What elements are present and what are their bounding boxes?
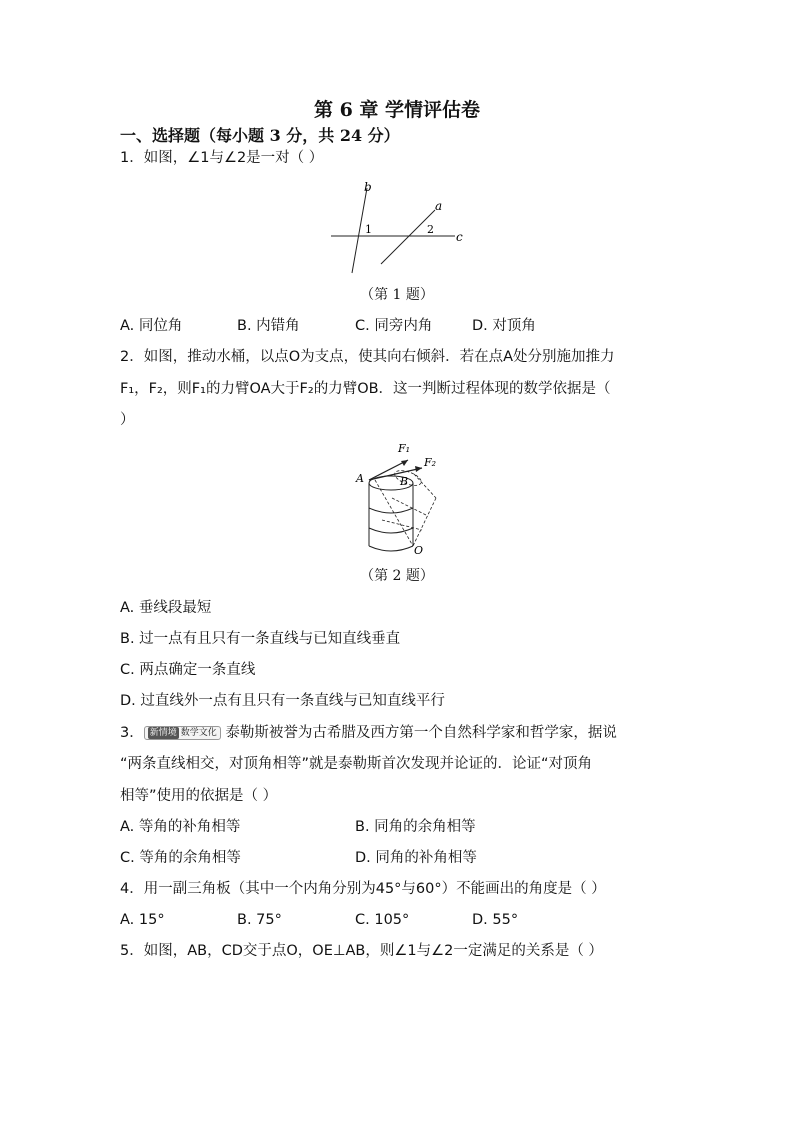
q3-option-b: B. 同角的余角相等 [355,819,476,835]
question-3-text-1: 泰勒斯被誉为古希腊及西方第一个自然科学家和哲学家，据说 [225,725,617,741]
q2-option-a: A. 垂线段最短 [120,600,212,616]
label-F2: F₂ [424,456,437,469]
q3-option-a: A. 等角的补角相等 [120,819,241,835]
line-a [381,210,435,264]
q4-option-b: B. 75° [237,912,282,928]
q3-option-d: D. 同角的补角相等 [355,850,477,866]
label-b: b [364,180,372,194]
q2-option-d: D. 过直线外一点有且只有一条直线与已知直线平行 [120,693,445,709]
question-3-line-2: “两条直线相交，对顶角相等”就是泰勒斯首次发现并论证的．论证“对顶角 [120,756,593,772]
label-angle-2: 2 [427,223,434,236]
question-3-line-3: 相等”使用的依据是（ ） [120,788,278,804]
question-1-figure [325,176,475,276]
page-title: 第 6 章 学情评估卷 [313,99,481,121]
q2-option-c: C. 两点确定一条直线 [120,662,256,678]
question-2-line-1: 2．如图，推动水桶，以点O为支点，使其向右倾斜．若在点A处分别施加推力 [120,349,615,365]
question-1-stem: 1．如图，∠1与∠2是一对（ ） [120,150,324,166]
question-4-stem: 4．用一副三角板（其中一个内角分别为45°与60°）不能画出的角度是（ ） [120,881,606,897]
question-3-line-1 [120,723,617,743]
question-5-stem: 5．如图，AB，CD交于点O，OE⊥AB，则∠1与∠2一定满足的关系是（ ） [120,943,603,959]
q1-option-a: A. 同位角 [120,318,183,334]
context-badge [144,726,221,740]
section-heading: 一、选择题（每小题 3 分，共 24 分） [120,126,400,145]
question-2-caption: （第 2 题） [360,568,434,584]
q2-option-b: B. 过一点有且只有一条直线与已知直线垂直 [120,631,401,647]
q1-option-b: B. 内错角 [237,318,300,334]
label-F1: F₁ [398,442,411,455]
label-O: O [414,544,424,557]
label-a: a [435,199,443,213]
label-B: B [400,475,409,488]
question-2-line-3: ） [120,412,135,428]
q4-option-c: C. 105° [355,912,410,928]
label-angle-1: 1 [365,223,372,236]
badge-math-culture: 数学文化 [180,728,217,738]
label-c: c [456,230,463,244]
label-A: A [356,472,364,485]
q4-option-d: D. 55° [472,912,519,928]
q1-option-d: D. 对顶角 [472,318,536,334]
question-3-number: 3． [120,725,144,741]
question-2-figure [352,438,448,560]
question-2-line-2: F₁，F₂，则F₁的力臂OA大于F₂的力臂OB．这一判断过程体现的数学依据是（ [120,381,611,397]
question-1-caption: （第 1 题） [360,287,434,303]
badge-new-context: 新情境 [149,728,177,738]
q3-option-c: C. 等角的余角相等 [120,850,241,866]
q4-option-a: A. 15° [120,912,165,928]
q1-option-c: C. 同旁内角 [355,318,433,334]
